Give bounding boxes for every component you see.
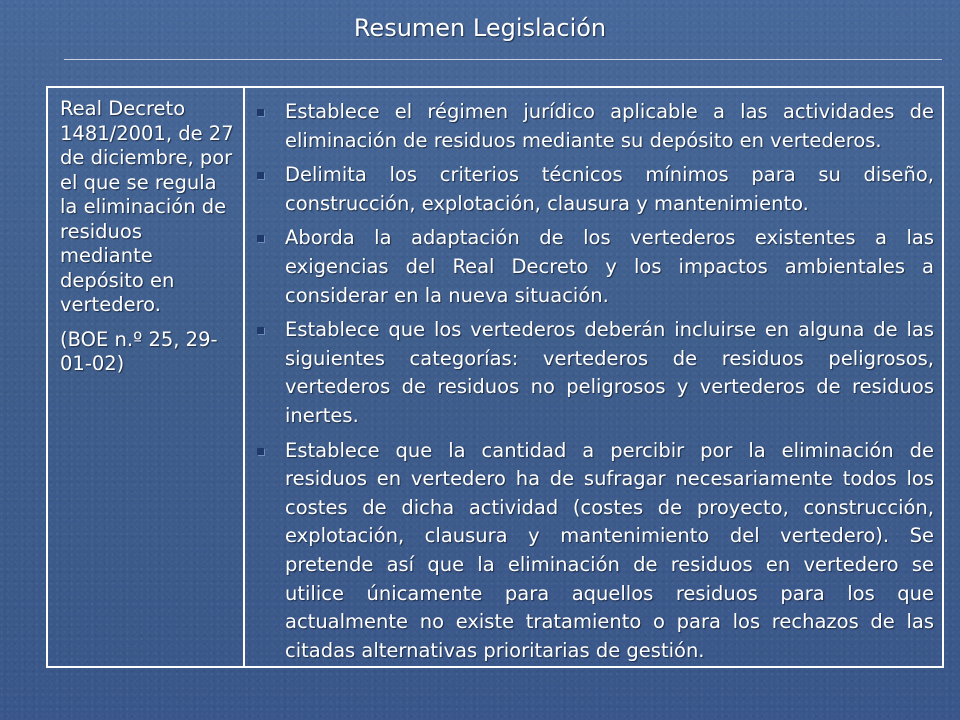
slide-title: Resumen Legislación xyxy=(353,14,607,42)
square-bullet-icon xyxy=(257,109,264,116)
summary-point-text: Delimita los criterios técnicos mínimos para su diseño, construcción, explotación, clausura y mantenimiento. xyxy=(285,163,934,215)
summary-point xyxy=(285,98,934,155)
summary-point xyxy=(285,161,934,218)
summary-list xyxy=(285,98,934,665)
law-summary-cell xyxy=(245,88,942,666)
summary-point xyxy=(285,224,934,310)
summary-point xyxy=(285,437,934,666)
legislation-table xyxy=(46,86,944,668)
square-bullet-icon xyxy=(257,235,264,242)
summary-point-text: Establece que los vertederos deberán incluirse en alguna de las siguientes categorías: vertederos de residuos peligrosos, vertederos de residuos no peligrosos y vertederos de residuos inertes. xyxy=(285,318,934,427)
square-bullet-icon xyxy=(257,172,264,179)
summary-point xyxy=(285,316,934,430)
title-divider xyxy=(64,59,942,60)
summary-point-text: Establece que la cantidad a percibir por la eliminación de residuos en vertedero ha de sufragar necesariamente todos los costes de dicha actividad (costes de proyecto, construcción, explotación, clausura y mantenimiento del vertedero). Se pretende así que la eliminación de residuos en vertedero se utilice únicamente para aquellos residuos para los que actualmente no existe tratamiento o para los rechazos de las citadas alternativas prioritarias de gestión. xyxy=(285,438,934,662)
law-name: Real Decreto 1481/2001, de 27 de diciembre, por el que se regula la eliminación de residuos mediante depósito en vertedero. xyxy=(60,97,234,316)
square-bullet-icon xyxy=(257,327,264,334)
summary-point-text: Establece el régimen jurídico aplicable a las actividades de eliminación de residuos mediante su depósito en vertederos. xyxy=(285,100,934,152)
law-boe-reference: (BOE n.º 25, 29-01-02) xyxy=(60,327,218,375)
square-bullet-icon xyxy=(257,448,264,455)
law-reference-cell xyxy=(48,88,245,666)
summary-point-text: Aborda la adaptación de los vertederos existentes a las exigencias del Real Decreto y los impactos ambientales a considerar en la nueva situación. xyxy=(285,226,934,307)
